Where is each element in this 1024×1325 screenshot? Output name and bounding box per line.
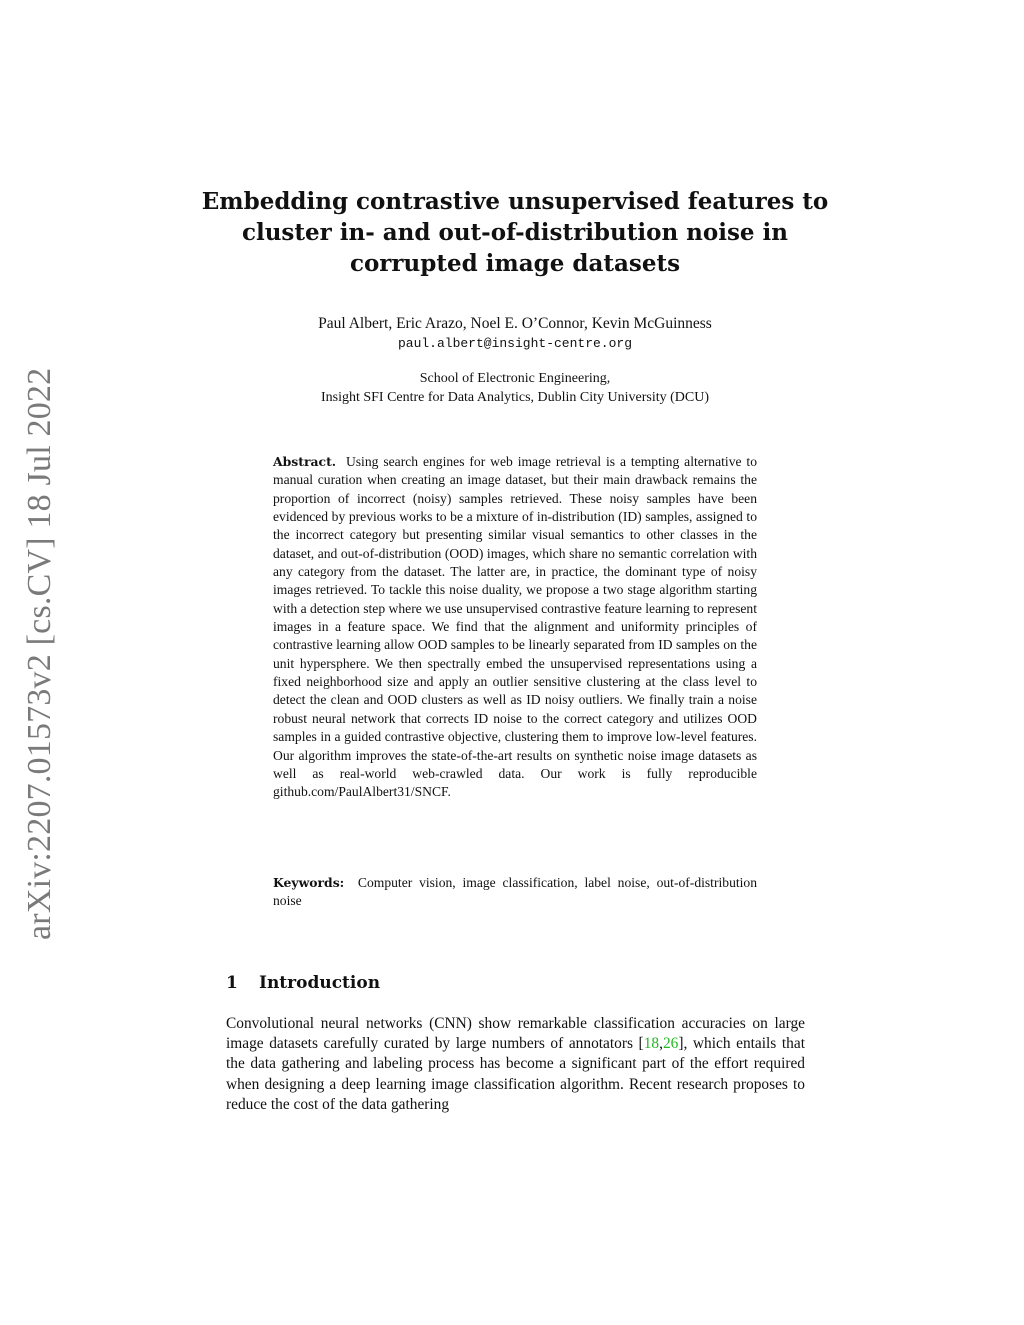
section-number: 1 xyxy=(226,973,238,993)
abstract xyxy=(273,453,757,802)
abstract-label: Abstract. xyxy=(273,454,337,469)
section-heading-introduction xyxy=(226,971,380,995)
keywords-label: Keywords: xyxy=(273,875,345,890)
intro-text-before: Convolutional neural networks (CNN) show remarkable classification accuracies on large image datasets carefully curated by large numbers of annotators [ xyxy=(226,1015,805,1053)
title-line: corrupted image datasets xyxy=(349,250,681,277)
keywords-text: Computer vision, image classification, label noise, out-of-distribution noise xyxy=(273,875,758,909)
section-title: Introduction xyxy=(259,973,381,993)
paper-title xyxy=(200,186,830,279)
citation-link[interactable]: 18 xyxy=(643,1035,660,1053)
abstract-text: Using search engines for web image retrieval is a tempting alternative to manual curation when creating an image dataset, but their main drawback remains the proportion of incorrect (noisy) samples retrieved. These noisy samples have been evidenced by previous works to be a mixture of in-distribution (ID) samples, assigned to the incorrect category but presenting similar visual semantics to other classes in the dataset, and out-of-distribution (OOD) images, which share no semantic correlation with any category from the dataset. The latter are, in practice, the dominant type of noisy images retrieved. To tackle this noise duality, we propose a two stage algorithm starting with a detection step where we use unsupervised contrastive feature learning to represent images in a feature space. We find that the alignment and uniformity principles of contrastive learning allow OOD samples to be linearly separated from ID samples on the unit hypersphere. We then spectrally embed the unsupervised representations using a fixed neighborhood size and apply an outlier sensitive clustering at the class level to detect the clean and OOD clusters as well as ID noisy outliers. We finally train a noise robust neural network that corrects ID noise to the correct category and utilizes OOD samples in a guided contrastive objective, clustering them to improve low-level features. Our algorithm improves the state-of-the-art results on synthetic noise image datasets as well as real-world web-crawled data. Our work is fully reproducible github.com/PaulAlbert31/SNCF. xyxy=(273,454,758,800)
citation-separator: , xyxy=(659,1035,663,1053)
author-list: Paul Albert, Eric Arazo, Noel E. O’Connor, Kevin McGuinness xyxy=(318,315,712,332)
introduction-paragraph xyxy=(226,1014,805,1115)
contact-email: paul.albert@insight-centre.org xyxy=(397,336,633,351)
intro-text-after: ], which entails that the data gathering and labeling process has become a significant part of the effort required when designing a deep learning image classification algorithm. Recent research proposes to reduce the cost of the data gathering xyxy=(226,1035,805,1113)
title-line: cluster in- and out-of-distribution noise in xyxy=(241,219,789,246)
affiliation xyxy=(200,369,830,407)
affiliation-line: School of Electronic Engineering, xyxy=(419,371,611,386)
affiliation-line: Insight SFI Centre for Data Analytics, Dublin City University (DCU) xyxy=(320,390,710,405)
arxiv-identifier-stamp: arXiv:2207.01573v2 [cs.CV] 18 Jul 2022 xyxy=(21,367,58,940)
citation-link[interactable]: 26 xyxy=(662,1035,679,1053)
title-line: Embedding contrastive unsupervised features to xyxy=(201,188,829,215)
keywords xyxy=(273,874,757,911)
